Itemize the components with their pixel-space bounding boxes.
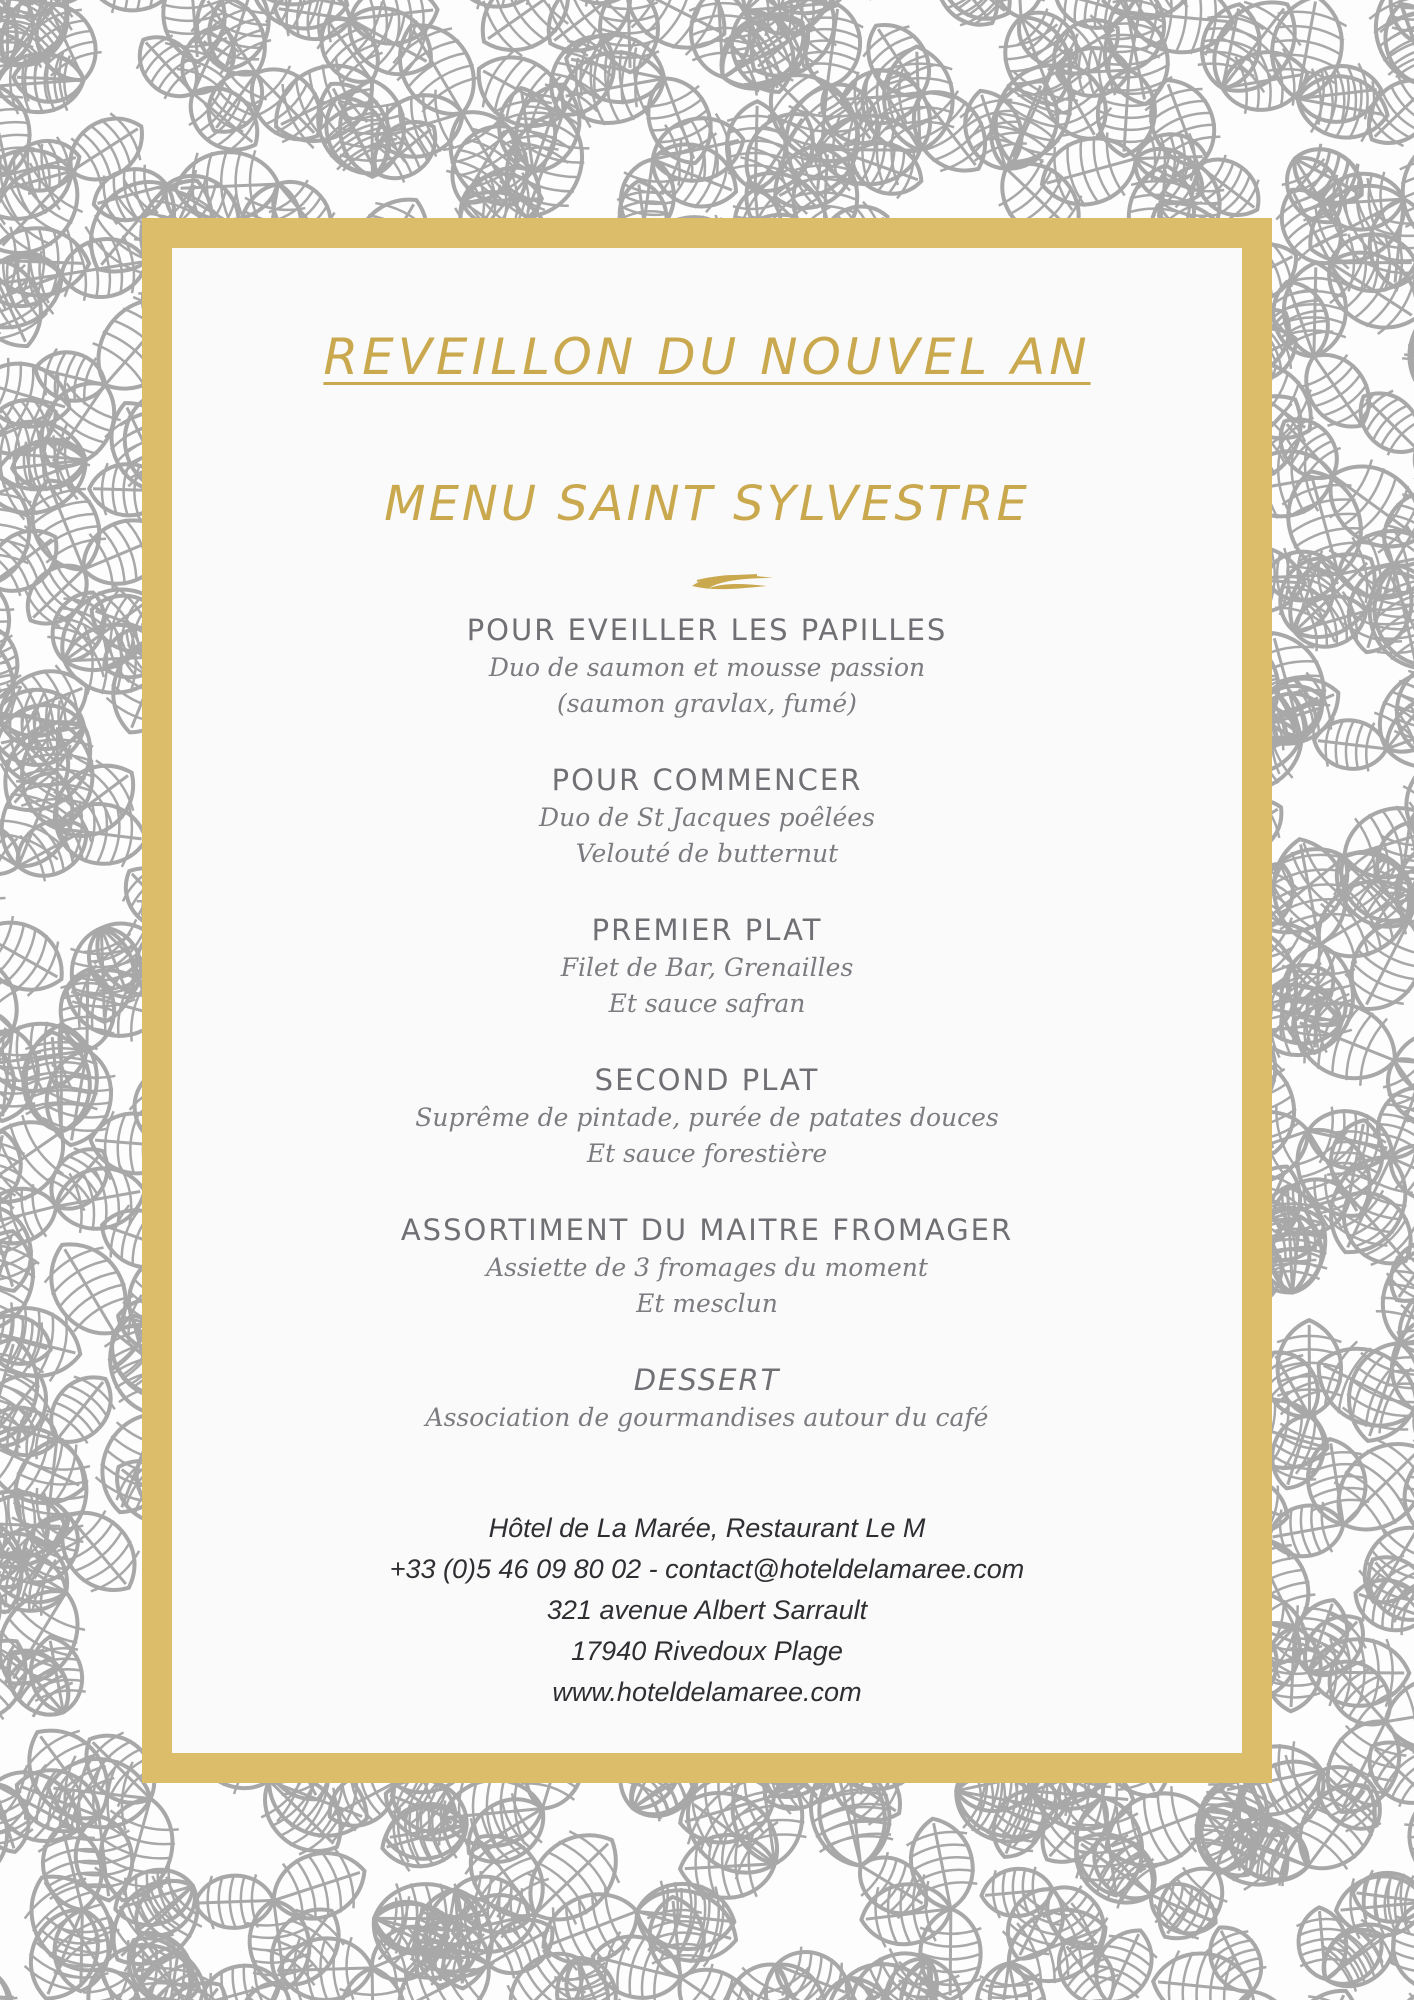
course-list: [172, 610, 1242, 1510]
leaf-shape: [979, 1866, 1054, 1920]
menu-subtitle: MENU SAINT SYLVESTRE: [384, 476, 1030, 532]
course-name: PREMIER PLAT: [591, 913, 823, 947]
dish-line: Et sauce forestière: [586, 1139, 828, 1168]
leaf-shape: [0, 77, 39, 182]
dish-line: Et sauce safran: [608, 989, 806, 1018]
course-item: [172, 1210, 1242, 1360]
menu-title: REVEILLON DU NOUVEL AN: [323, 328, 1091, 386]
course-name: ASSORTIMENT DU MAITRE FROMAGER: [400, 1213, 1014, 1247]
course-item: [172, 1060, 1242, 1210]
dish-line: Duo de saumon et mousse passion: [488, 653, 926, 682]
leaf-shape: [264, 1840, 375, 1930]
leaf-shape: [6, 807, 99, 890]
leaf-shape: [923, 0, 1013, 39]
leaf-shape: [194, 1874, 275, 1930]
flourish-ornament-icon: [687, 566, 777, 596]
leaf-shape: [1346, 379, 1414, 466]
dish-line: Suprême de pintade, purée de patates douces: [415, 1103, 999, 1132]
course-item: [172, 610, 1242, 760]
dish-line: Filet de Bar, Grenailles: [560, 953, 854, 982]
city-address: 17940 Rivedoux Plage: [571, 1636, 843, 1666]
course-item: [172, 1360, 1242, 1510]
dish-line: Et mesclun: [636, 1289, 778, 1318]
restaurant-name: Hôtel de La Marée, Restaurant Le M: [488, 1513, 926, 1543]
leaf-shape: [844, 0, 946, 2]
dish-line: Velouté de butternut: [575, 839, 839, 868]
leaf-shape: [1311, 716, 1389, 773]
contact-block: [172, 1508, 1242, 1713]
course-name: POUR COMMENCER: [551, 763, 863, 797]
phone-email: +33 (0)5 46 09 80 02 - contact@hoteldelamaree.com: [389, 1554, 1025, 1584]
leaf-shape: [1393, 284, 1414, 407]
leaf-shape: [0, 1965, 22, 2000]
leaf-shape: [711, 1952, 802, 2000]
dish-line: Duo de St Jacques poêlées: [539, 803, 875, 832]
gold-frame: [142, 218, 1272, 1783]
leaf-shape: [88, 0, 183, 15]
website-link[interactable]: www.hoteldelamaree.com: [552, 1677, 862, 1707]
course-name: DESSERT: [633, 1363, 781, 1397]
course-name: POUR EVEILLER LES PAPILLES: [466, 613, 948, 647]
leaf-shape: [1391, 1436, 1414, 1541]
leaf-shape: [1095, 68, 1158, 158]
leaf-shape: [33, 1227, 144, 1350]
dish-line: Assiette de 3 fromages du moment: [486, 1253, 928, 1282]
course-item: [172, 760, 1242, 910]
course-name: SECOND PLAT: [594, 1063, 820, 1097]
course-item: [172, 910, 1242, 1060]
street-address: 321 avenue Albert Sarrault: [546, 1595, 868, 1625]
dish-line: Association de gourmandises autour du café: [425, 1403, 989, 1432]
dish-line: (saumon gravlax, fumé): [557, 689, 857, 718]
menu-card: [172, 248, 1242, 1753]
